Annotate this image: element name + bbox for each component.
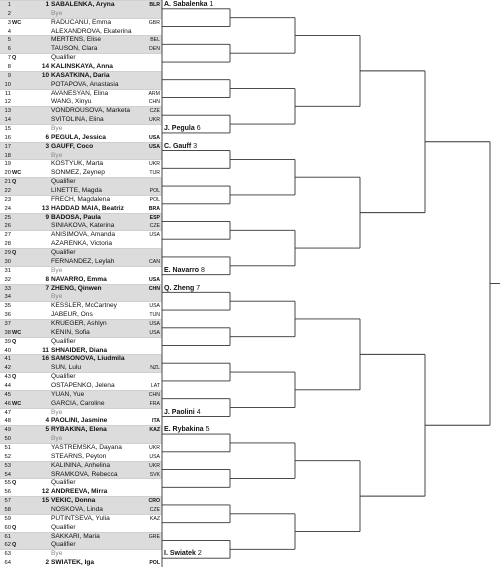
player-name: JABEUR, Ons bbox=[51, 311, 93, 319]
player-name: SVITOLINA, Elina bbox=[51, 116, 104, 124]
draw-position: 14 bbox=[4, 117, 11, 124]
country-code: ARM bbox=[148, 90, 160, 97]
country-code: CAN bbox=[149, 258, 160, 265]
draw-position: 9 bbox=[7, 72, 11, 79]
player-name: KASATKINA, Daria bbox=[51, 71, 110, 79]
draw-position: 62 bbox=[4, 542, 11, 549]
winner-seed: 8 bbox=[200, 266, 205, 274]
draw-position: 27 bbox=[4, 232, 11, 239]
player-name: NOSKOVA, Linda bbox=[51, 505, 103, 513]
draw-position: 48 bbox=[4, 418, 11, 425]
country-code: UKR bbox=[149, 462, 160, 469]
player-name: STEARNS, Peyton bbox=[51, 452, 107, 460]
player-name: ANISIMOVA, Amanda bbox=[51, 231, 116, 239]
player-name: PUTINTSEVA, Yulia bbox=[51, 514, 110, 522]
country-code: UKR bbox=[149, 444, 160, 451]
player-name: POTAPOVA, Anastasia bbox=[51, 80, 119, 88]
player-name: SRAMKOVA, Rebecca bbox=[51, 470, 118, 478]
draw-position: 56 bbox=[4, 489, 11, 496]
country-code: USA bbox=[149, 329, 160, 336]
country-code: USA bbox=[149, 453, 160, 460]
draw-position: 60 bbox=[4, 524, 11, 531]
player-name: KRUEGER, Ashlyn bbox=[51, 319, 107, 327]
draw-position: 19 bbox=[4, 161, 11, 168]
draw-position: 53 bbox=[4, 462, 11, 469]
draw-position: 17 bbox=[4, 143, 11, 150]
player-name: HADDAD MAIA, Beatriz bbox=[51, 204, 124, 212]
draw-position: 24 bbox=[4, 205, 11, 212]
player-name: Bye bbox=[51, 435, 63, 443]
winner-name: E. Navarro bbox=[164, 266, 200, 274]
country-code: CHN bbox=[148, 391, 160, 398]
player-name: Qualifier bbox=[51, 54, 76, 62]
player-name: BADOSA, Paula bbox=[51, 213, 101, 221]
country-code: USA bbox=[149, 143, 160, 150]
draw-position: 8 bbox=[7, 64, 11, 71]
entry-tag: Q bbox=[12, 374, 17, 381]
country-code: USA bbox=[149, 303, 160, 310]
draw-position: 3 bbox=[7, 19, 11, 26]
draw-position: 20 bbox=[4, 170, 11, 177]
country-code: KAZ bbox=[149, 427, 160, 434]
draw-position: 37 bbox=[4, 320, 11, 327]
draw-position: 16 bbox=[4, 134, 11, 141]
country-code: KAZ bbox=[149, 515, 160, 522]
country-code: ESP bbox=[149, 214, 160, 221]
winner-seed: 2 bbox=[197, 550, 202, 558]
player-name: SONMEZ, Zeynep bbox=[51, 169, 105, 177]
country-code: USA bbox=[149, 320, 160, 327]
country-code: CZE bbox=[149, 108, 160, 115]
country-code: NZL bbox=[150, 365, 160, 372]
player-name: KESSLER, McCartney bbox=[51, 302, 117, 310]
draw-position: 30 bbox=[4, 258, 11, 265]
draw-position: 25 bbox=[4, 214, 11, 221]
player-name: AZARENKA, Victoria bbox=[51, 240, 113, 248]
player-name: Bye bbox=[51, 9, 63, 17]
draw-position: 33 bbox=[4, 285, 11, 292]
country-code: GRE bbox=[148, 533, 160, 540]
draw-position: 4 bbox=[7, 28, 11, 35]
player-name: Bye bbox=[51, 550, 63, 558]
draw-position: 64 bbox=[4, 560, 11, 567]
draw-position: 6 bbox=[7, 46, 11, 53]
player-name: OSTAPENKO, Jelena bbox=[51, 381, 115, 389]
country-code: UKR bbox=[149, 117, 160, 124]
seed-number: 12 bbox=[41, 488, 49, 496]
draw-position: 1 bbox=[7, 2, 11, 8]
player-name: YUAN, Yue bbox=[51, 390, 85, 398]
draw-position: 7 bbox=[7, 55, 11, 62]
country-code: LAT bbox=[150, 382, 160, 389]
seed-number: 6 bbox=[45, 133, 49, 141]
draw-position: 58 bbox=[4, 506, 11, 513]
draw-position: 41 bbox=[4, 356, 11, 363]
player-name: SAMSONOVA, Liudmila bbox=[51, 355, 125, 363]
draw-position: 46 bbox=[4, 400, 11, 407]
seed-number: 7 bbox=[45, 284, 49, 292]
country-code: BLR bbox=[149, 2, 160, 8]
player-name: SINIAKOVA, Katerina bbox=[51, 222, 115, 230]
draw-position: 36 bbox=[4, 312, 11, 319]
country-code: POL bbox=[149, 560, 160, 567]
player-name: SHNAIDER, Diana bbox=[51, 346, 108, 354]
country-code: TUN bbox=[149, 312, 160, 319]
seed-number: 8 bbox=[45, 275, 49, 283]
winner-seed: 5 bbox=[205, 426, 210, 434]
player-name: ALEXANDROVA, Ekaterina bbox=[51, 27, 132, 35]
entry-tag: Q bbox=[12, 55, 17, 62]
seed-number: 2 bbox=[45, 559, 49, 567]
draw-position: 34 bbox=[4, 294, 11, 301]
draw-position: 45 bbox=[4, 391, 11, 398]
player-name: Qualifier bbox=[51, 541, 76, 549]
entry-tag: WC bbox=[12, 170, 22, 177]
entry-tag: Q bbox=[12, 179, 17, 186]
seed-number: 10 bbox=[41, 71, 49, 79]
country-code: POL bbox=[149, 188, 160, 195]
draw-position: 22 bbox=[4, 188, 11, 195]
player-name: Bye bbox=[51, 151, 63, 159]
seed-number: 3 bbox=[45, 142, 49, 150]
country-code: USA bbox=[149, 134, 160, 141]
winner-name: A. Sabalenka bbox=[164, 1, 208, 8]
winner-seed: 6 bbox=[196, 125, 201, 133]
player-name: FRECH, Magdalena bbox=[51, 195, 111, 203]
draw-position: 49 bbox=[4, 427, 11, 434]
seed-number: 15 bbox=[41, 497, 49, 505]
draw-position: 28 bbox=[4, 241, 11, 248]
country-code: SVK bbox=[149, 471, 160, 478]
entry-tag: Q bbox=[12, 542, 17, 549]
seed-number: 5 bbox=[45, 426, 49, 434]
player-name: PEGULA, Jessica bbox=[51, 133, 106, 141]
seed-number: 11 bbox=[42, 346, 49, 354]
draw-position: 52 bbox=[4, 453, 11, 460]
country-code: UKR bbox=[149, 161, 160, 168]
player-name: WANG, Xinyu bbox=[51, 98, 92, 106]
seed-number: 13 bbox=[41, 204, 49, 212]
player-name: SAKKARI, Maria bbox=[51, 532, 100, 540]
draw-position: 50 bbox=[4, 436, 11, 443]
draw-position: 59 bbox=[4, 515, 11, 522]
entry-tag: Q bbox=[12, 250, 17, 257]
draw-position: 2 bbox=[7, 10, 11, 17]
player-name: NAVARRO, Emma bbox=[51, 275, 107, 283]
player-name: FERNANDEZ, Leylah bbox=[51, 257, 115, 265]
draw-position: 31 bbox=[4, 267, 11, 274]
country-code: CHN bbox=[148, 99, 160, 106]
player-name: Bye bbox=[51, 125, 63, 133]
draw-position: 10 bbox=[4, 81, 11, 88]
winner-name: C. Gauff bbox=[164, 142, 192, 150]
draw-position: 12 bbox=[4, 99, 11, 106]
country-code: DEN bbox=[149, 46, 160, 53]
entry-tag: WC bbox=[12, 400, 22, 407]
draw-position: 23 bbox=[4, 196, 11, 203]
entry-tag: WC bbox=[12, 19, 22, 26]
draw-position: 39 bbox=[4, 338, 11, 345]
draw-position: 42 bbox=[4, 365, 11, 372]
player-name: Qualifier bbox=[51, 337, 76, 345]
draw-position: 18 bbox=[4, 152, 11, 159]
draw-position: 43 bbox=[4, 374, 11, 381]
draw-position: 5 bbox=[7, 37, 11, 44]
draw-position: 15 bbox=[4, 126, 11, 133]
country-code: TUR bbox=[149, 170, 160, 177]
winner-name: I. Swiatek bbox=[164, 550, 196, 558]
player-name: Qualifier bbox=[51, 249, 76, 257]
country-code: POL bbox=[149, 196, 160, 203]
player-name: VONDROUSOVA, Marketa bbox=[51, 107, 131, 115]
country-code: CHN bbox=[148, 285, 160, 292]
player-name: MERTENS, Elise bbox=[51, 36, 102, 44]
draw-position: 47 bbox=[4, 409, 11, 416]
player-name: SABALENKA, Aryna bbox=[51, 1, 115, 8]
player-name: SWIATEK, Iga bbox=[51, 559, 95, 567]
player-name: Qualifier bbox=[51, 373, 76, 381]
player-name: SUN, Lulu bbox=[51, 364, 82, 372]
player-name: KALININA, Anhelina bbox=[51, 461, 111, 469]
draw-position: 44 bbox=[4, 382, 11, 389]
player-name: VEKIC, Donna bbox=[51, 497, 96, 505]
player-name: YASTREMSKA, Dayana bbox=[51, 443, 122, 451]
draw-position: 55 bbox=[4, 480, 11, 487]
player-name: Bye bbox=[51, 266, 63, 274]
player-name: ZHENG, Qinwen bbox=[51, 284, 102, 292]
player-name: KENIN, Sofia bbox=[51, 328, 90, 336]
winner-seed: 4 bbox=[196, 408, 201, 416]
seed-number: 1 bbox=[45, 1, 49, 8]
seed-number: 16 bbox=[41, 355, 49, 363]
winner-seed: 3 bbox=[193, 142, 198, 150]
draw-position: 11 bbox=[4, 90, 11, 97]
player-name: Bye bbox=[51, 293, 63, 301]
winner-seed: 1 bbox=[209, 1, 214, 8]
seed-number: 4 bbox=[45, 417, 49, 425]
draw-position: 38 bbox=[4, 329, 11, 336]
draw-position: 26 bbox=[4, 223, 11, 230]
player-name: Qualifier bbox=[51, 479, 76, 487]
draw-position: 21 bbox=[4, 179, 11, 186]
country-code: BRA bbox=[148, 205, 160, 212]
player-name: LINETTE, Magda bbox=[51, 187, 102, 195]
seed-number: 9 bbox=[45, 213, 49, 221]
player-name: Qualifier bbox=[51, 523, 76, 531]
draw-position: 32 bbox=[4, 276, 11, 283]
draw-position: 57 bbox=[4, 498, 11, 505]
player-name: Bye bbox=[51, 408, 63, 416]
country-code: USA bbox=[149, 232, 160, 239]
winner-name: J. Paolini bbox=[164, 408, 195, 416]
draw-position: 63 bbox=[4, 551, 11, 558]
country-code: CRO bbox=[148, 498, 160, 505]
entry-tag: Q bbox=[12, 338, 17, 345]
winner-name: J. Pegula bbox=[164, 125, 195, 133]
player-name: ANDREEVA, Mirra bbox=[51, 488, 108, 496]
draw-position: 54 bbox=[4, 471, 11, 478]
player-name: KOSTYUK, Marta bbox=[51, 160, 104, 168]
player-name: RYBAKINA, Elena bbox=[51, 426, 107, 434]
winner-name: Q. Zheng bbox=[164, 284, 195, 292]
draw-position: 13 bbox=[4, 108, 11, 115]
player-name: GARCIA, Caroline bbox=[51, 399, 105, 407]
country-code: ITA bbox=[152, 418, 160, 425]
country-code: USA bbox=[149, 276, 160, 283]
country-code: BEL bbox=[150, 37, 160, 44]
winner-seed: 7 bbox=[196, 284, 201, 292]
player-name: GAUFF, Coco bbox=[51, 142, 94, 150]
entry-tag: WC bbox=[12, 329, 22, 336]
winner-name: E. Rybakina bbox=[164, 426, 204, 434]
seed-number: 14 bbox=[41, 63, 49, 71]
player-name: PAOLINI, Jasmine bbox=[51, 417, 108, 425]
draw-position: 29 bbox=[4, 250, 11, 257]
country-code: GBR bbox=[148, 19, 160, 26]
player-name: AVANESYAN, Elina bbox=[51, 89, 109, 97]
country-code: CZE bbox=[149, 223, 160, 230]
draw-position: 51 bbox=[4, 444, 11, 451]
country-code: CZE bbox=[149, 506, 160, 513]
country-code: FRA bbox=[149, 400, 160, 407]
player-name: RADUCANU, Emma bbox=[51, 18, 112, 26]
entry-tag: Q bbox=[12, 480, 17, 487]
draw-position: 35 bbox=[4, 303, 11, 310]
player-name: TAUSON, Clara bbox=[51, 45, 98, 53]
draw-position: 61 bbox=[4, 533, 11, 540]
player-name: Qualifier bbox=[51, 178, 76, 186]
draw-position: 40 bbox=[4, 347, 11, 354]
entry-tag: Q bbox=[12, 524, 17, 531]
player-name: KALINSKAYA, Anna bbox=[51, 63, 113, 71]
